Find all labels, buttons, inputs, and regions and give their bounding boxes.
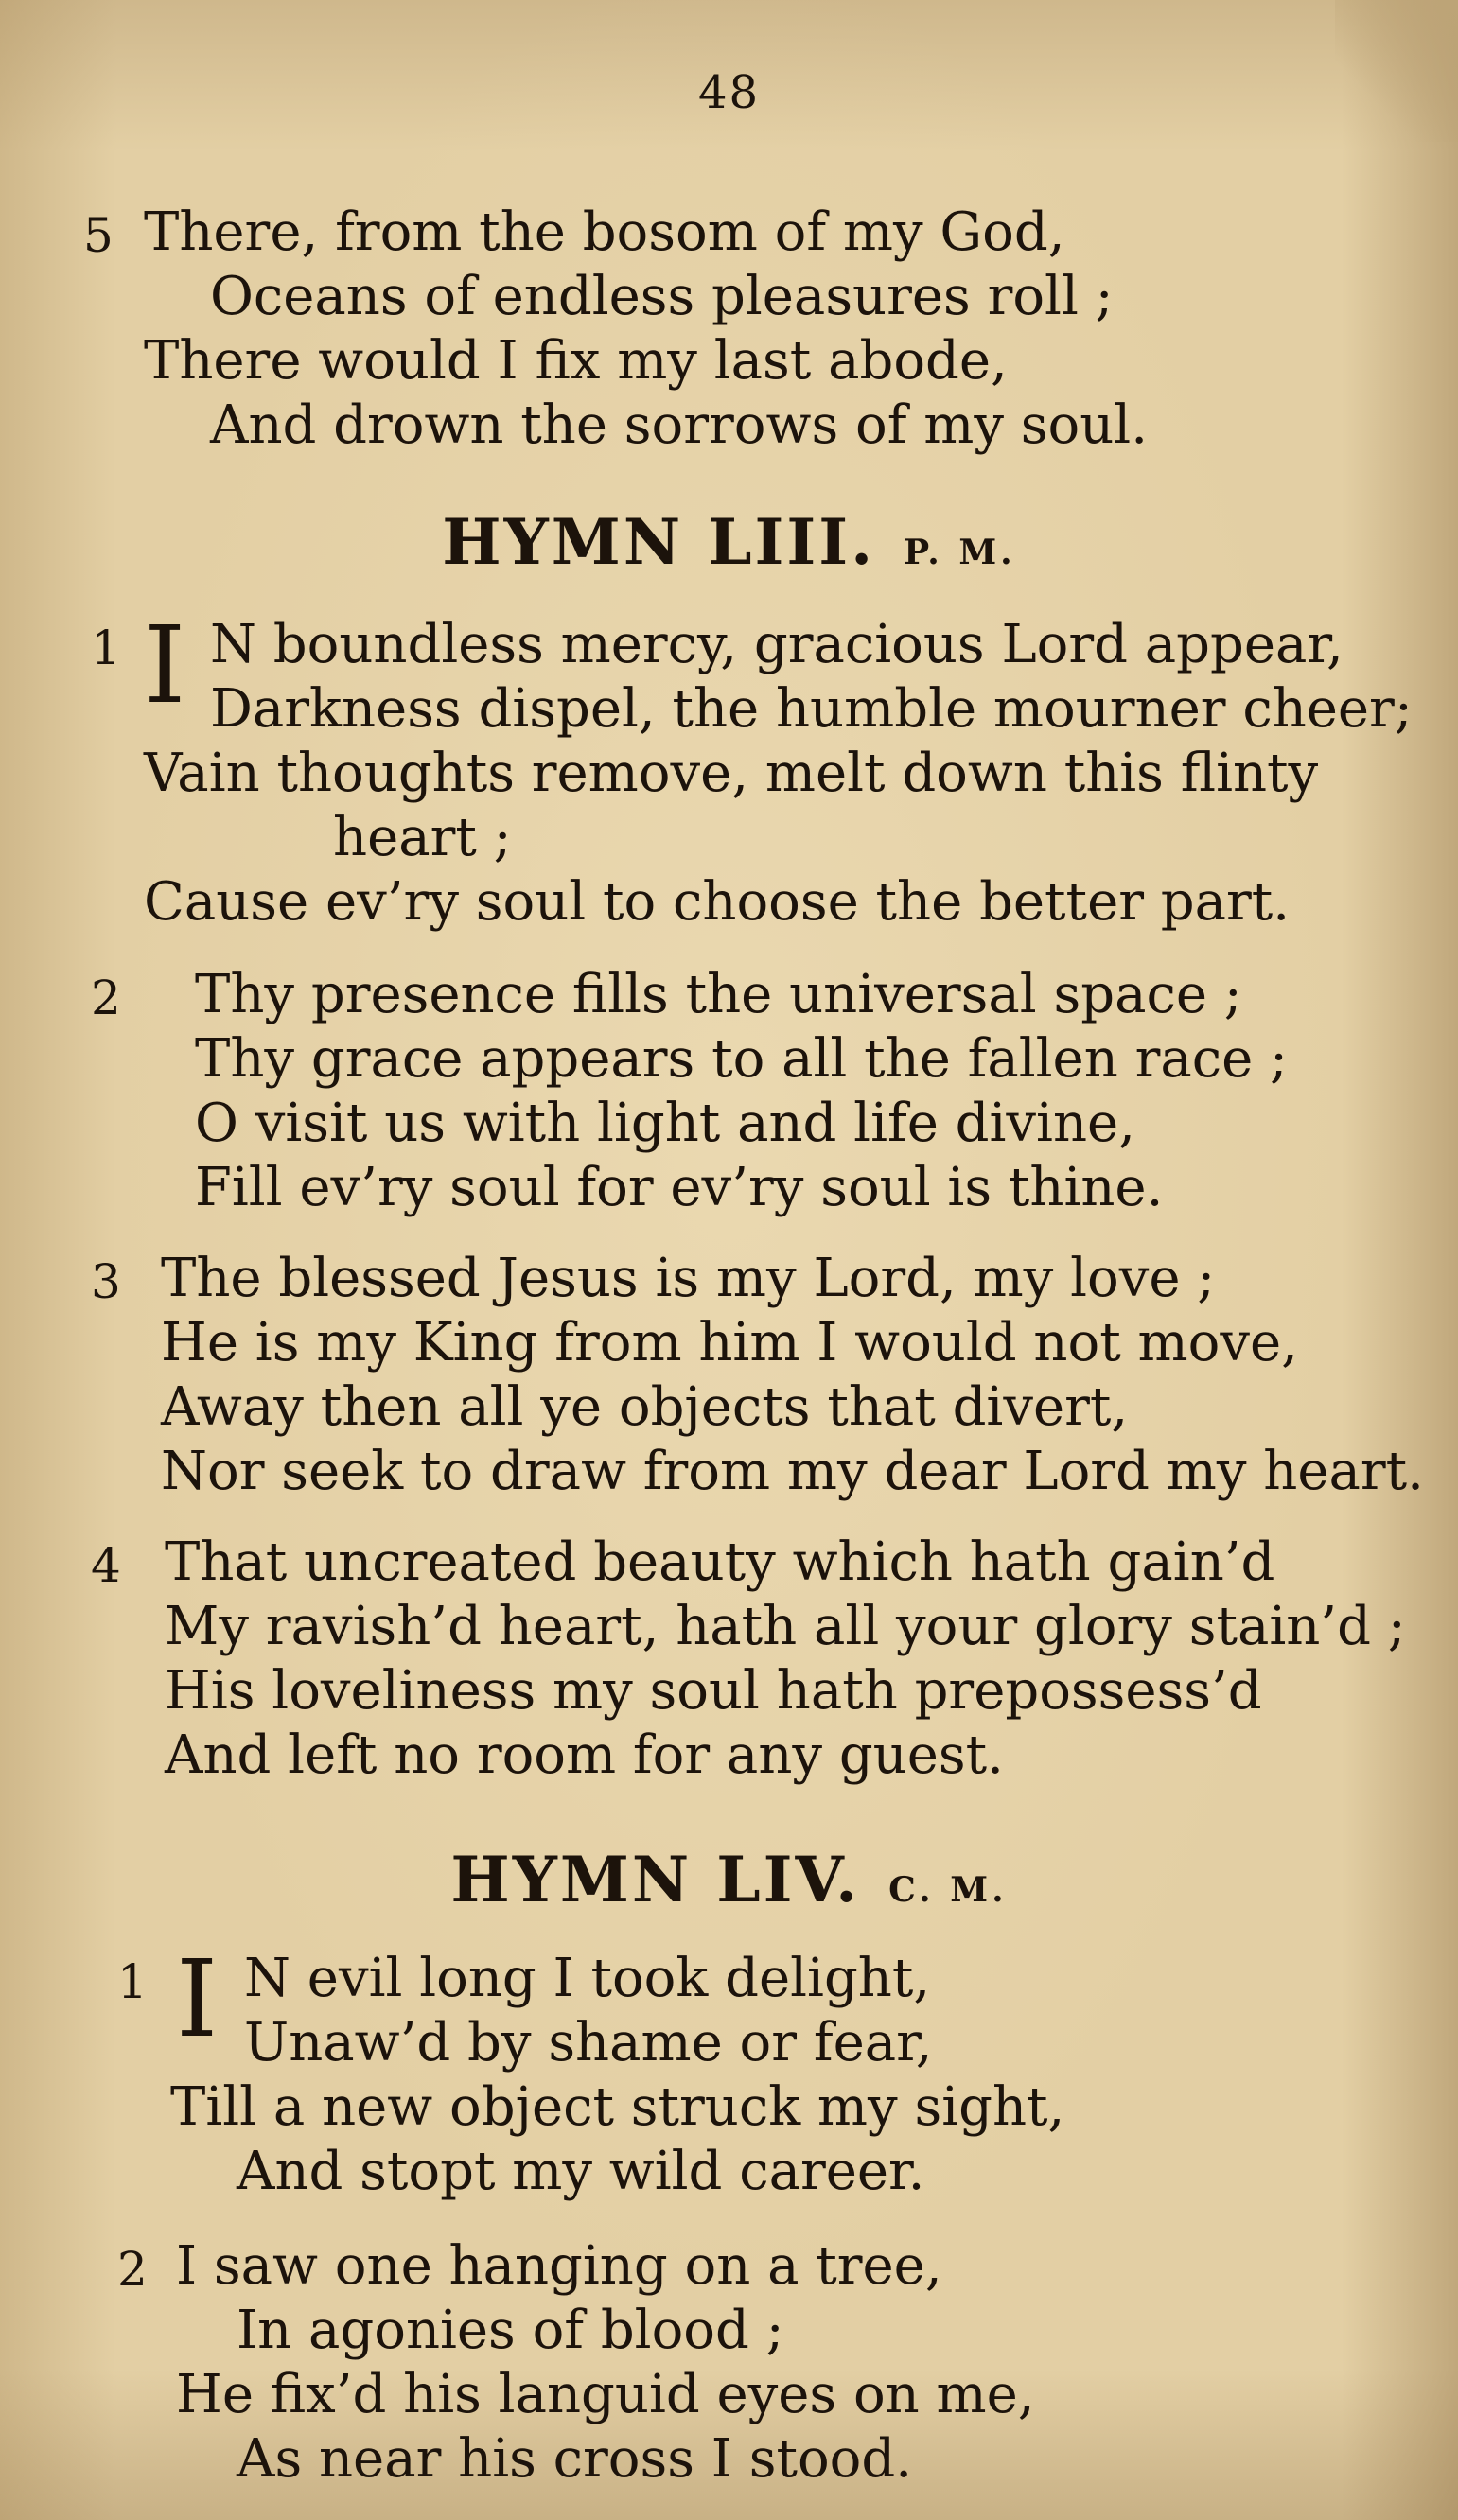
- verse-line: There would I fix my last abode,: [144, 330, 1008, 392]
- verse-line: Thy grace appears to all the fallen race ;: [195, 1028, 1288, 1090]
- verse-line: Fill ev’ry soul for ev’ry soul is thine.: [195, 1157, 1164, 1218]
- drop-cap: I: [176, 1938, 219, 2061]
- verse-line: And drown the sorrows of my soul.: [210, 394, 1148, 456]
- verse-number: 4: [91, 1538, 121, 1593]
- verse-line: Unaw’d by shame or fear,: [244, 2012, 933, 2074]
- verse-line: Away then all ye objects that divert,: [161, 1376, 1129, 1438]
- hymn-heading: [0, 505, 1458, 579]
- verse-line: Thy presence fills the universal space ;: [195, 964, 1242, 1025]
- drop-cap: I: [144, 604, 186, 727]
- hymn-title: HYMN LIII.: [442, 505, 876, 579]
- verse-line: N boundless mercy, gracious Lord appear,: [210, 614, 1344, 675]
- verse-line: Darkness dispel, the humble mourner cheer;: [210, 678, 1413, 740]
- verse-line: O visit us with light and life divine,: [195, 1093, 1135, 1154]
- verse-line: That uncreated beauty which hath gain’d: [165, 1531, 1275, 1593]
- verse-line: Oceans of endless pleasures roll ;: [210, 266, 1114, 327]
- verse-line: Cause ev’ry soul to choose the better part.: [144, 871, 1291, 933]
- verse-line: heart ;: [333, 807, 512, 868]
- verse-number: 2: [91, 971, 121, 1025]
- verse-line: In agonies of blood ;: [237, 2300, 784, 2361]
- verse-number: 5: [83, 208, 114, 263]
- verse-line: My ravish’d heart, hath all your glory stain’d ;: [165, 1596, 1406, 1657]
- verse-line: Vain thoughts remove, melt down this flinty: [144, 743, 1319, 804]
- hymn-title: HYMN LIV.: [450, 1843, 861, 1916]
- verse-line: As near his cross I stood.: [237, 2428, 913, 2490]
- verse-line: He fix’d his languid eyes on me,: [176, 2364, 1035, 2425]
- verse-line: His loveliness my soul hath prepossess’d: [165, 1660, 1262, 1722]
- verse-line: Nor seek to draw from my dear Lord my heart.: [161, 1441, 1424, 1502]
- verse-number: 2: [117, 2242, 148, 2297]
- hymn-meter: C. M.: [888, 1870, 1008, 1910]
- verse-line: N evil long I took delight,: [244, 1948, 931, 2009]
- verse-line: I saw one hanging on a tree,: [176, 2235, 942, 2297]
- verse-number: 1: [117, 1954, 148, 2009]
- verse-line: And stopt my wild career.: [237, 2141, 925, 2202]
- verse-number: 1: [91, 621, 121, 675]
- verse-line: The blessed Jesus is my Lord, my love ;: [161, 1248, 1216, 1309]
- verse-line: There, from the bosom of my God,: [144, 201, 1065, 263]
- verse-line: He is my King from him I would not move,: [161, 1312, 1298, 1374]
- page-number: 48: [697, 66, 761, 119]
- verse-line: And left no room for any guest.: [165, 1724, 1004, 1786]
- hymn-meter: P. M.: [904, 533, 1016, 572]
- hymn-heading: [0, 1843, 1458, 1916]
- verse-line: Till a new object struck my sight,: [170, 2076, 1065, 2138]
- verse-number: 3: [91, 1254, 121, 1309]
